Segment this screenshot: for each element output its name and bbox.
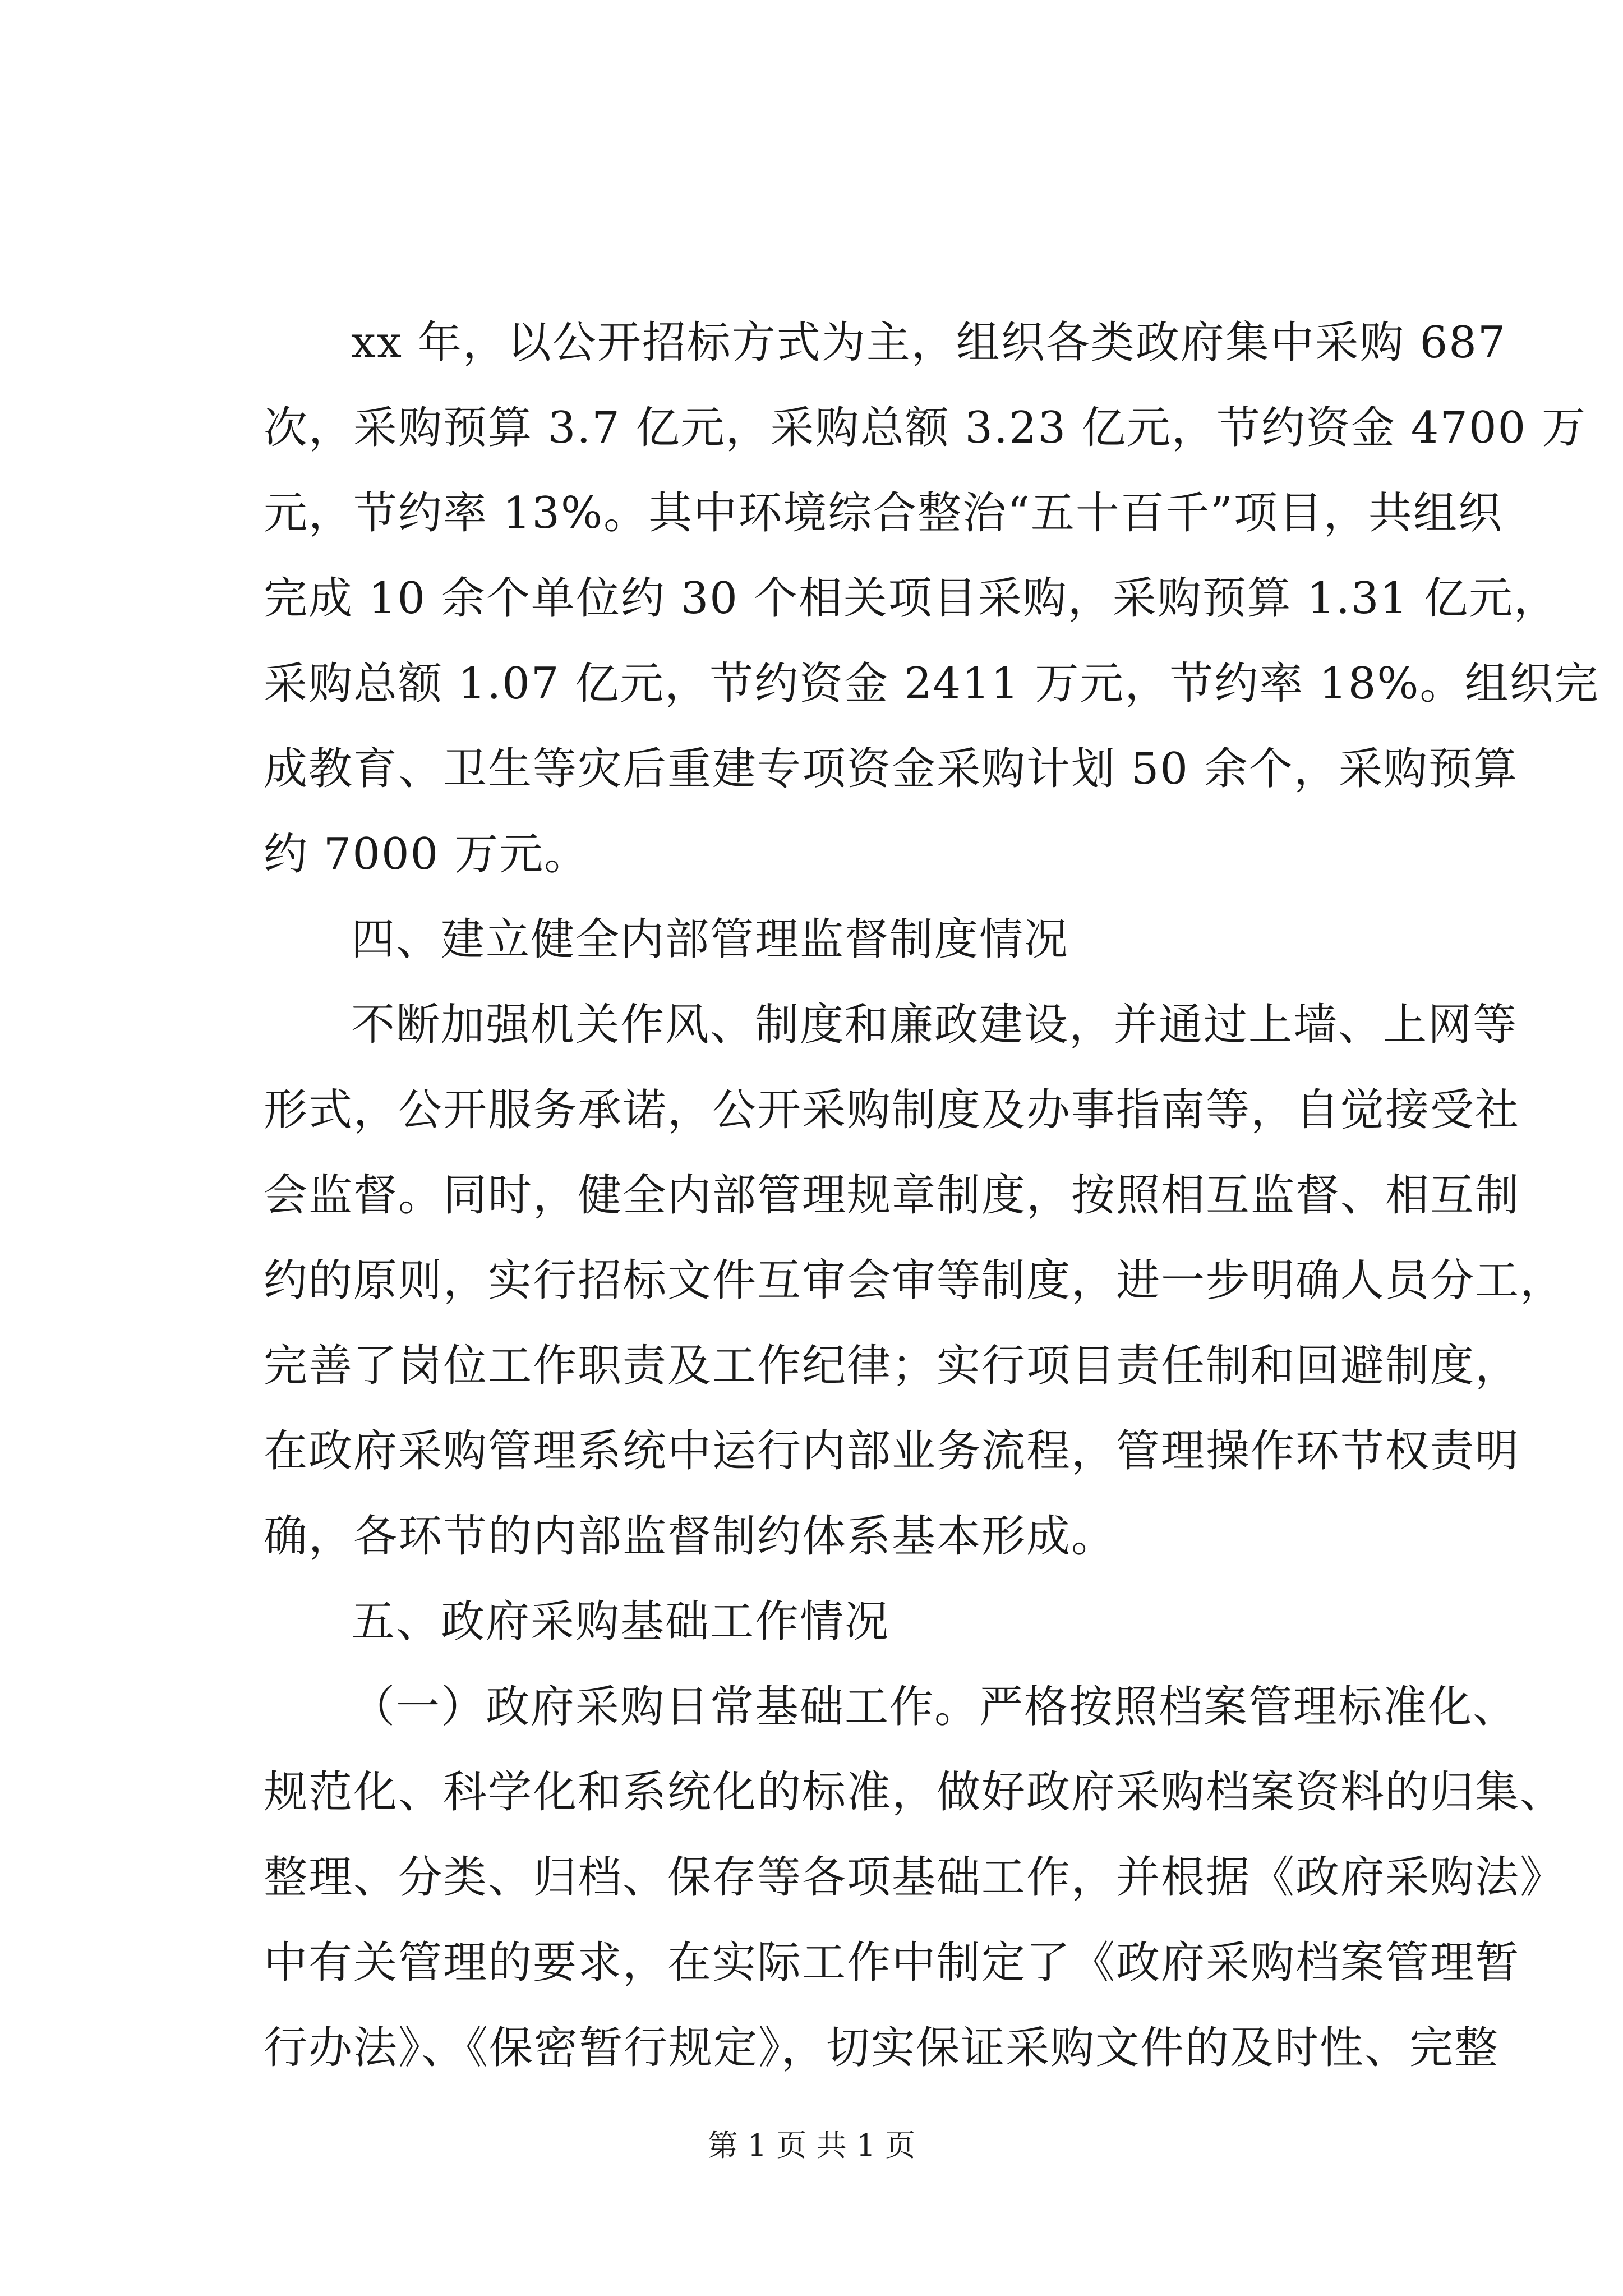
section-heading: 五、政府采购基础工作情况 xyxy=(351,1596,890,1647)
paragraph-line: 约的原则，实行招标文件互审会审等制度，进一步明确人员分工， xyxy=(264,1255,1565,1306)
section-heading: 四、建立健全内部管理监督制度情况 xyxy=(351,914,1069,965)
paragraph-line: xx 年，以公开招标方式为主，组织各类政府集中采购 687 xyxy=(351,318,1507,368)
paragraph-line: 在政府采购管理系统中运行内部业务流程，管理操作环节权责明 xyxy=(264,1426,1520,1476)
paragraph-line: 形式，公开服务承诺，公开采购制度及办事指南等，自觉接受社 xyxy=(264,1085,1520,1135)
paragraph-line: 不断加强机关作风、制度和廉政建设，并通过上墙、上网等 xyxy=(351,1000,1518,1050)
paragraph-line: 元，节约率 13%。其中环境综合整治“五十百千”项目，共组织 xyxy=(264,488,1503,539)
paragraph-line: 成教育、卫生等灾后重建专项资金采购计划 50 余个，采购预算 xyxy=(264,744,1518,794)
paragraph-line: 完善了岗位工作职责及工作纪律；实行项目责任制和回避制度， xyxy=(264,1341,1520,1391)
document-body xyxy=(264,300,1599,2091)
paragraph-line: 行办法》、《保密暂行规定》，切实保证采购文件的及时性、完整 xyxy=(264,2023,1500,2073)
paragraph-line: 中有关管理的要求，在实际工作中制定了《政府采购档案管理暂 xyxy=(264,1938,1520,1988)
paragraph-line: 规范化、科学化和系统化的标准，做好政府采购档案资料的归集、 xyxy=(264,1767,1565,1818)
paragraph-line: 次，采购预算 3.7 亿元，采购总额 3.23 亿元，节约资金 4700 万 xyxy=(264,403,1587,453)
page-footer: 第 1 页 共 1 页 xyxy=(707,2128,916,2163)
paragraph-line: 采购总额 1.07 亿元，节约资金 2411 万元，节约率 18%。组织完 xyxy=(264,659,1599,709)
paragraph-line: 确，各环节的内部监督制约体系基本形成。 xyxy=(264,1511,1117,1562)
paragraph-line: （一）政府采购日常基础工作。严格按照档案管理标准化、 xyxy=(351,1682,1518,1732)
paragraph-line: 完成 10 余个单位约 30 个相关项目采购，采购预算 1.31 亿元， xyxy=(264,573,1559,624)
paragraph-line: 会监督。同时，健全内部管理规章制度，按照相互监督、相互制 xyxy=(264,1170,1520,1221)
paragraph-line: 整理、分类、归档、保存等各项基础工作，并根据《政府采购法》 xyxy=(264,1852,1565,1903)
paragraph-line: 约 7000 万元。 xyxy=(264,829,589,880)
